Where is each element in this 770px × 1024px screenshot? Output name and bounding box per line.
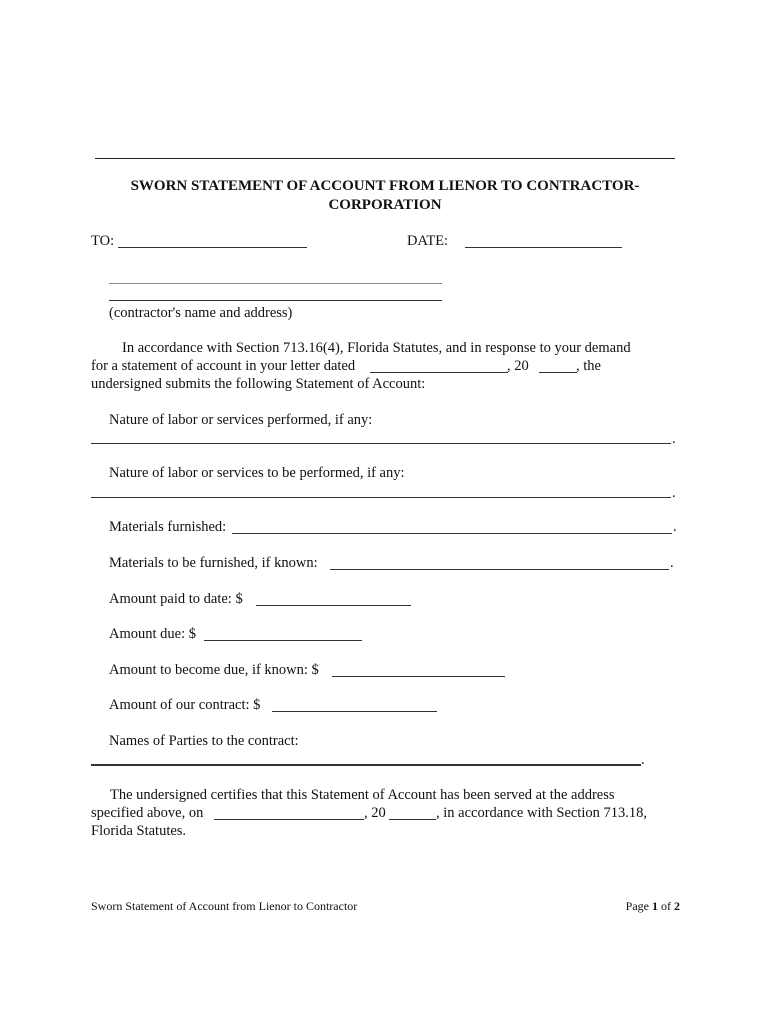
labor-performed-period: . <box>672 431 676 447</box>
intro-line-2b: , 20 <box>507 358 529 374</box>
letter-year-blank[interactable] <box>539 372 577 373</box>
amount-become-due-label: Amount to become due, if known: $ <box>109 662 319 678</box>
amount-paid-blank[interactable] <box>256 605 411 606</box>
to-blank[interactable] <box>118 247 307 248</box>
amount-contract-label: Amount of our contract: $ <box>109 697 261 713</box>
amount-become-due-blank[interactable] <box>332 676 505 677</box>
names-parties-label: Names of Parties to the contract: <box>109 733 299 749</box>
materials-to-furnish-period: . <box>670 555 674 571</box>
certify-line-2b: , 20 <box>364 805 386 821</box>
intro-line-1: In accordance with Section 713.16(4), Florida Statutes, and in response to your demand <box>122 340 631 356</box>
materials-furnished-blank[interactable] <box>232 533 672 534</box>
title-line-1: SWORN STATEMENT OF ACCOUNT FROM LIENOR TO CONTRACTOR- <box>130 178 640 194</box>
names-parties-blank[interactable] <box>91 764 641 766</box>
contractor-address-line-2[interactable] <box>109 300 442 301</box>
materials-to-furnish-label: Materials to be furnished, if known: <box>109 555 318 571</box>
amount-due-blank[interactable] <box>204 640 362 641</box>
page-current: 1 <box>652 899 658 913</box>
names-parties-period: . <box>641 752 645 768</box>
certify-line-2c: , in accordance with Section 713.18, <box>436 805 647 821</box>
to-label: TO: <box>91 233 115 249</box>
header-rule <box>95 158 675 159</box>
labor-to-perform-period: . <box>672 485 676 501</box>
certify-line-1: The undersigned certifies that this Statement of Account has been served at the address <box>110 787 615 803</box>
page-number <box>626 899 680 914</box>
title-line-2: CORPORATION <box>328 197 442 213</box>
contractor-caption: (contractor's name and address) <box>109 305 293 321</box>
letter-date-blank[interactable] <box>370 372 508 373</box>
date-blank[interactable] <box>465 247 622 248</box>
amount-paid-label: Amount paid to date: $ <box>109 591 243 607</box>
intro-line-2a: for a statement of account in your letter dated <box>91 358 356 374</box>
certify-line-3: Florida Statutes. <box>91 823 187 839</box>
intro-line-3: undersigned submits the following Statement of Account: <box>91 376 426 392</box>
labor-to-perform-label: Nature of labor or services to be performed, if any: <box>109 465 405 481</box>
page-total: 2 <box>674 899 680 913</box>
page-of: of <box>661 899 671 913</box>
labor-performed-blank[interactable] <box>91 443 671 444</box>
intro-line-2c: , the <box>576 358 601 374</box>
date-label: DATE: <box>407 233 449 249</box>
materials-to-furnish-blank[interactable] <box>330 569 669 570</box>
served-date-blank[interactable] <box>214 819 364 820</box>
materials-furnished-period: . <box>673 519 677 535</box>
labor-to-perform-blank[interactable] <box>91 497 671 498</box>
footer-left-text: Sworn Statement of Account from Lienor to Contractor <box>91 899 358 913</box>
contractor-address-line-1[interactable] <box>109 283 442 284</box>
served-year-blank[interactable] <box>389 819 436 820</box>
labor-performed-label: Nature of labor or services performed, if any: <box>109 412 373 428</box>
document-title <box>95 177 675 215</box>
page-prefix: Page <box>625 899 649 913</box>
amount-due-label: Amount due: $ <box>109 626 196 642</box>
amount-contract-blank[interactable] <box>272 711 437 712</box>
certify-line-2a: specified above, on <box>91 805 204 821</box>
materials-furnished-label: Materials furnished: <box>109 519 227 535</box>
